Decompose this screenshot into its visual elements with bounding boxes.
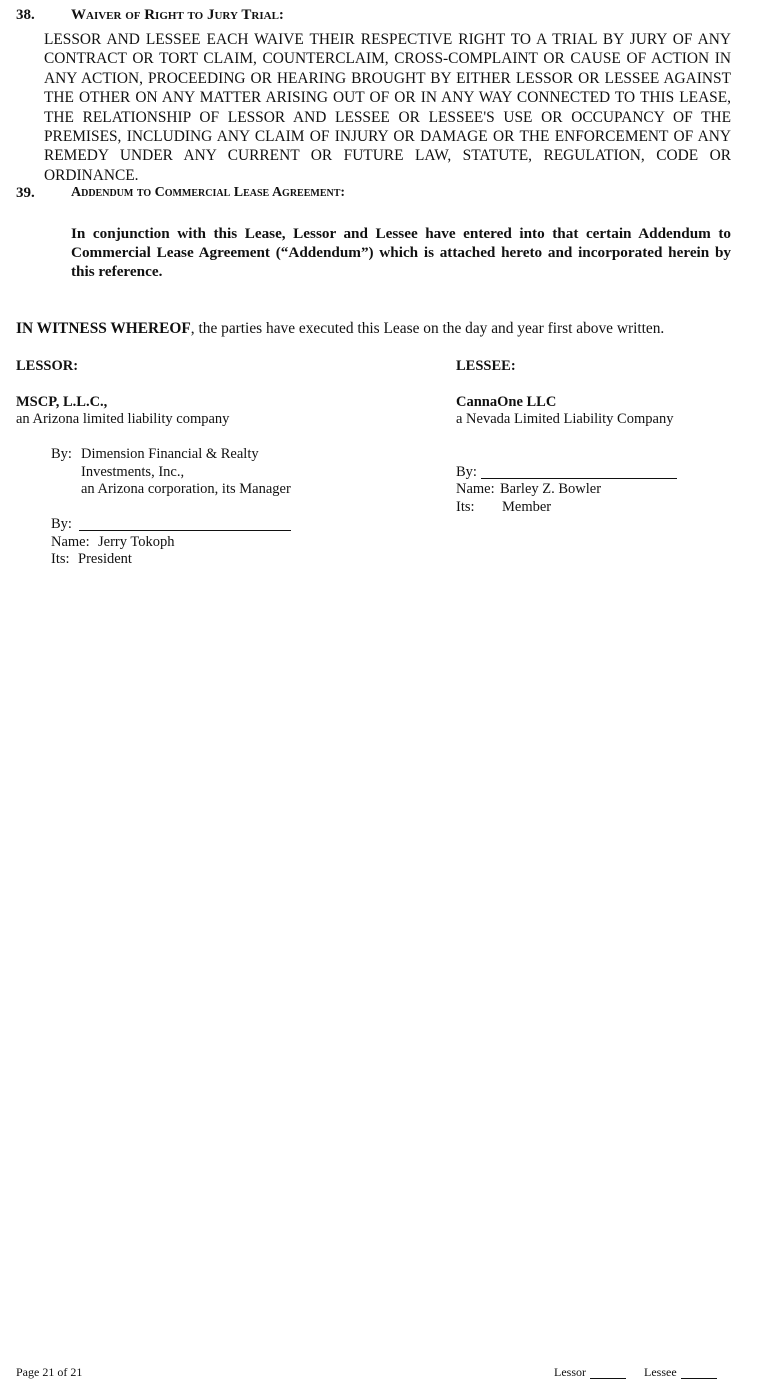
footer-lessor-initial-label: Lessor	[554, 1365, 586, 1379]
section-39-number: 39.	[16, 185, 35, 201]
lessee-name-label: Name:	[456, 481, 495, 497]
lessor-entity: MSCP, L.L.C.,	[16, 394, 108, 410]
lessor-manager-line2: Investments, Inc.,	[81, 464, 185, 480]
lessor-heading: LESSOR:	[16, 358, 79, 374]
lessee-signature-line[interactable]	[481, 465, 677, 479]
footer-lessee-initial-label: Lessee	[644, 1365, 677, 1379]
lessee-name-value: Barley Z. Bowler	[500, 481, 602, 497]
lessee-sign-by-label: By:	[456, 464, 477, 480]
witness-lead: IN WITNESS WHEREOF	[16, 320, 191, 337]
lessor-its-label: Its:	[51, 551, 70, 567]
lessor-name-label: Name:	[51, 534, 90, 550]
footer-lessor-initial-line[interactable]	[590, 1367, 626, 1379]
lessor-name-value: Jerry Tokoph	[98, 534, 175, 550]
section-38-body: LESSOR AND LESSEE EACH WAIVE THEIR RESPECTIVE RIGHT TO A TRIAL BY JURY OF ANY CONTRACT OR TORT CLAIM, COUNTERCLAIM, CROSS-COMPLAINT OR CAUSE OF ACTION IN ANY ACTION, PROCEEDING OR HEARING BROUGHT BY EITHER LESSOR OR LESSEE AGAINST THE OTHER ON ANY MATTER ARISING OUT OF OR IN ANY WAY CONNECTED TO THIS LEASE, THE RELATIONSHIP OF LESSOR AND LESSEE OR LESSEE'S USE OR OCCUPANCY OF THE PREMISES, INCLUDING ANY CLAIM OF INJURY OR DAMAGE OR THE ENFORCEMENT OF ANY REMEDY UNDER ANY CURRENT OR FUTURE LAW, STATUTE, REGULATION, CODE OR ORDINANCE.	[44, 31, 731, 184]
lessor-manager-line1: Dimension Financial & Realty	[81, 446, 259, 462]
lessee-its-value: Member	[502, 499, 552, 515]
lessee-entity: CannaOne LLC	[456, 394, 557, 410]
witness-clause	[16, 320, 664, 338]
lessor-manager-line3: an Arizona corporation, its Manager	[81, 481, 291, 497]
section-39-title: Addendum to Commercial Lease Agreement:	[71, 185, 346, 200]
lessor-signature-line[interactable]	[79, 517, 291, 531]
lessee-entity-desc: a Nevada Limited Liability Company	[456, 411, 674, 427]
section-38-number: 38.	[16, 7, 35, 23]
lessor-sign-by-label: By:	[51, 516, 72, 532]
lessor-by-label: By:	[51, 446, 72, 462]
section-38-title: Waiver of Right to Jury Trial:	[71, 7, 284, 23]
section-39-body: In conjunction with this Lease, Lessor and Lessee have entered into that certain Addendum to Commercial Lease Agreement (“Addendum”) which is attached hereto and incorporated herein by this reference.	[71, 225, 731, 281]
lessee-heading: LESSEE:	[456, 358, 516, 374]
lessor-its-value: President	[78, 551, 132, 567]
lessee-its-label: Its:	[456, 499, 475, 515]
footer-page-number: Page 21 of 21	[16, 1365, 83, 1379]
footer-lessee-initial-line[interactable]	[681, 1367, 717, 1379]
witness-rest: , the parties have executed this Lease on the day and year first above written.	[190, 320, 665, 337]
lessor-entity-desc: an Arizona limited liability company	[16, 411, 230, 427]
